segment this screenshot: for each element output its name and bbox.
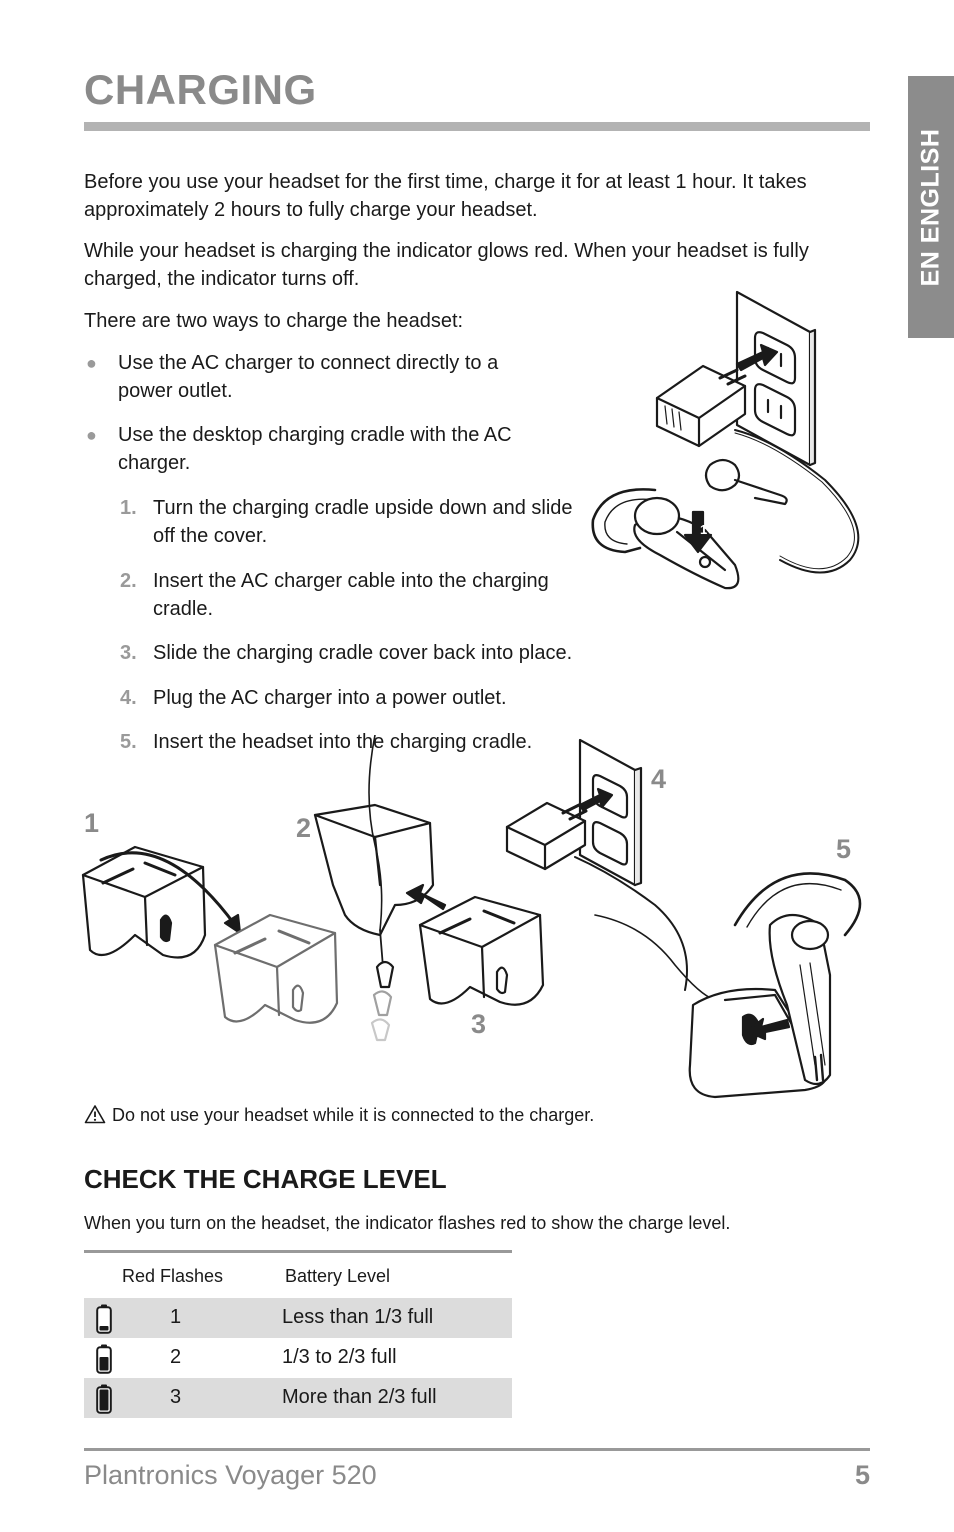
page-title: CHARGING [84,66,317,113]
figure-callout-3: 3 [471,1009,487,1039]
step-text: Plug the AC charger into a power outlet. [153,687,507,709]
language-tab-label: EN ENGLISH [916,128,945,286]
ac-charger-illustration [585,290,870,595]
step-number: 4. [120,687,137,709]
arrow-label: 1 [700,522,708,537]
section-heading: CHECK THE CHARGE LEVEL [84,1164,447,1194]
figure-callout-5: 5 [836,834,852,864]
header-battery-level: Battery Level [285,1266,391,1286]
table-row [84,1378,512,1418]
intro-paragraph-2: While your headset is charging the indicator glows red. When your headset is fully charged, the indicator turns off. [84,240,809,290]
cradle-assembly-illustration [75,735,880,1100]
battery-medium-icon [96,1344,112,1374]
bullet-dot: ● [86,425,97,445]
bullet-dot: ● [86,353,97,373]
bullet-text: Use the desktop charging cradle with the AC charger. [118,424,512,474]
section-paragraph: When you turn on the headset, the indicator flashes red to show the charge level. [84,1213,731,1233]
footer-product-name: Plantronics Voyager 520 [84,1460,377,1490]
footer-rule [84,1448,870,1451]
header-red-flashes: Red Flashes [122,1266,224,1286]
step-number: 3. [120,642,137,664]
cell-level: 1/3 to 2/3 full [282,1346,397,1368]
warning-text: Do not use your headset while it is connected to the charger. [112,1105,595,1125]
step-number: 1. [120,497,137,519]
cell-level: Less than 1/3 full [282,1306,434,1328]
language-tab [908,76,954,338]
bullet-text: Use the AC charger to connect directly to a power outlet. [118,352,499,402]
table-header [84,1253,512,1298]
cell-level: More than 2/3 full [282,1386,437,1408]
cell-flashes: 1 [170,1306,182,1328]
intro-paragraph-1: Before you use your headset for the first time, charge it for at least 1 hour. It takes approximately 2 hours to fully charge your headset. [84,171,807,221]
warning-icon [84,1104,106,1124]
step-number: 5. [120,731,137,753]
battery-low-icon [96,1304,112,1334]
step-text: Turn the charging cradle upside down and slide off the cover. [153,497,573,547]
cell-flashes: 2 [170,1346,182,1368]
figure-callout-4: 4 [651,764,667,794]
figure-callout-2: 2 [296,813,312,843]
battery-full-icon [96,1384,112,1414]
figure-callout-1: 1 [84,808,100,838]
page-number: 5 [854,1460,870,1490]
intro-paragraph-3: There are two ways to charge the headset: [84,310,464,332]
cell-flashes: 3 [170,1386,182,1408]
step-number: 2. [120,570,137,592]
step-text: Slide the charging cradle cover back into place. [153,642,573,664]
warning-note [84,1103,594,1127]
step-text: Insert the headset into the charging cradle. [153,731,533,753]
step-text: Insert the AC charger cable into the charging cradle. [153,570,549,620]
table-row [84,1298,512,1338]
title-rule [84,122,870,131]
charge-level-table [84,1250,512,1418]
table-row [84,1338,512,1378]
